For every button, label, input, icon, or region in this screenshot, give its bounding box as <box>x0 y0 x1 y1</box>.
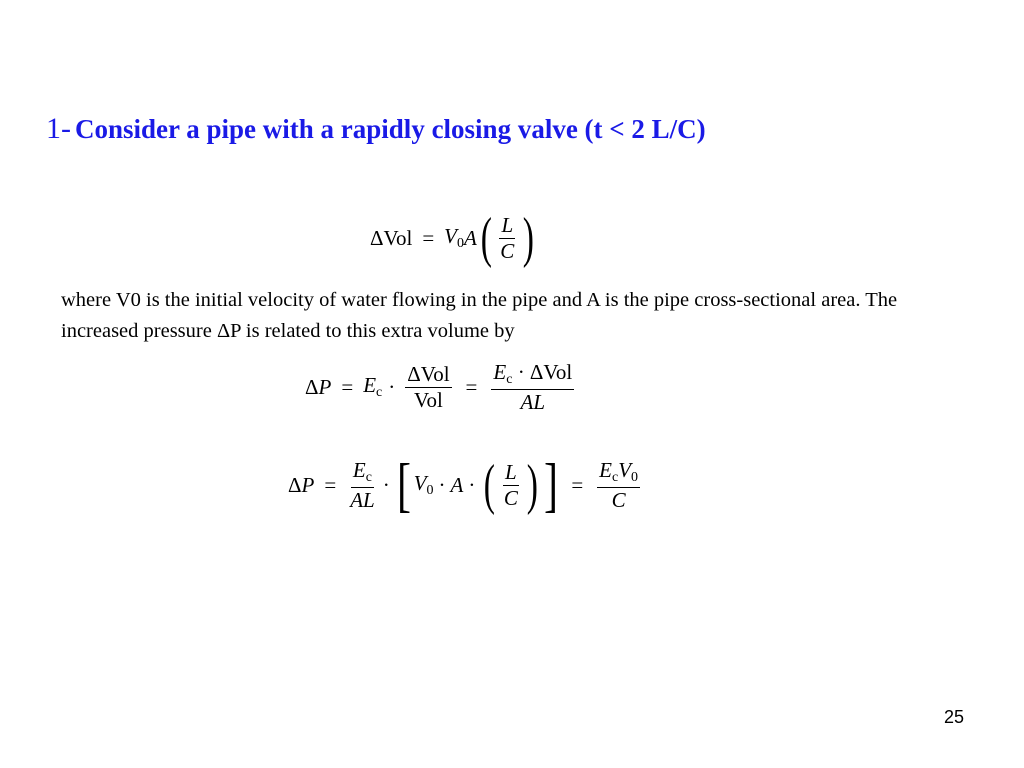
explanation-paragraph <box>61 285 951 347</box>
eq3-frac3-den: C <box>611 487 626 512</box>
eq1-frac-num: L <box>501 212 514 237</box>
eq1-lhs: ΔVol <box>370 225 413 250</box>
eq3-frac1-den: AL <box>350 487 375 512</box>
eq2-e-sub: c <box>376 385 383 400</box>
paragraph-text: where V0 is the initial velocity of water flowing in the pipe and A is the pipe cross-sectional area. The increased pressure ΔP is related to this extra volume by <box>61 289 898 342</box>
eq3-dot-3: · <box>468 472 476 497</box>
eq3-frac3-v: V <box>618 457 632 482</box>
eq3-frac3-v-sub: 0 <box>631 469 639 485</box>
eq3-fraction-1 <box>350 457 375 512</box>
eq2-frac2-den: AL <box>520 390 546 414</box>
eq1-fraction <box>499 212 515 263</box>
heading-title: Consider a pipe with a rapidly closing valve (t < 2 L/C) <box>75 114 706 144</box>
eq2-frac2-e-sub: c <box>506 372 513 387</box>
page-number: 25 <box>943 707 964 727</box>
eq2-e: E <box>363 373 377 397</box>
eq1-v: V <box>444 223 457 248</box>
heading-number: 1- <box>46 112 71 145</box>
eq3-frac3-e: E <box>599 457 612 482</box>
eq1-v-sub: 0 <box>456 235 464 251</box>
eq3-equals-2: = <box>571 472 584 497</box>
eq3-equals: = <box>324 472 337 497</box>
right-paren: ) <box>522 207 535 269</box>
eq2-dot: · <box>388 375 396 399</box>
slide-heading <box>46 112 706 146</box>
eq1-a: A <box>463 225 477 250</box>
eq2-frac1-den: Vol <box>413 388 443 412</box>
eq1-equals: = <box>422 225 435 250</box>
eq2-frac2-rest: · ΔVol <box>517 360 573 384</box>
eq1-frac-den: C <box>500 238 515 263</box>
eq3-v-sub: 0 <box>426 482 434 498</box>
equation-pressure-2: ΔP = $\frac{E_c}{AL}$ · [ $V_0$ · A · ( $\frac{L}{C}$ ) ] = $\frac{E_cV_0}{C}$ <box>288 452 639 518</box>
eq2-fraction-1 <box>405 364 451 411</box>
eq2-frac1-num: ΔVol <box>407 362 450 386</box>
eq3-frac2-num: L <box>505 459 517 484</box>
eq2-frac2-e: E <box>493 360 507 384</box>
equation-pressure-1: ΔP = $E_c$ · $\frac{\text{ΔVol}}{\text{Vol}}$ = $\frac{E_c \cdot \Delta Vol}{AL}$ <box>305 360 573 414</box>
eq3-dot-1: · <box>382 472 390 497</box>
eq3-fraction-2 <box>503 459 519 510</box>
equation-volume <box>370 207 538 269</box>
left-paren: ( <box>480 207 492 269</box>
eq2-fraction-2 <box>491 362 574 413</box>
right-paren: ) <box>526 453 538 516</box>
eq2-equals-2: = <box>465 375 478 399</box>
eq2-equals: = <box>341 375 354 399</box>
right-bracket: ] <box>544 452 559 518</box>
left-bracket: [ <box>396 452 411 518</box>
eq3-fraction-3 <box>597 457 640 512</box>
eq3-frac2-den: C <box>503 485 518 510</box>
eq3-v: V <box>413 470 427 495</box>
eq3-frac1-e: E <box>352 457 366 482</box>
eq3-a: A <box>450 472 464 497</box>
eq3-frac1-e-sub: c <box>365 469 372 485</box>
eq3-dot-2: · <box>438 472 446 497</box>
left-paren: ( <box>484 453 496 516</box>
eq3-frac3-e-sub: c <box>612 469 619 485</box>
